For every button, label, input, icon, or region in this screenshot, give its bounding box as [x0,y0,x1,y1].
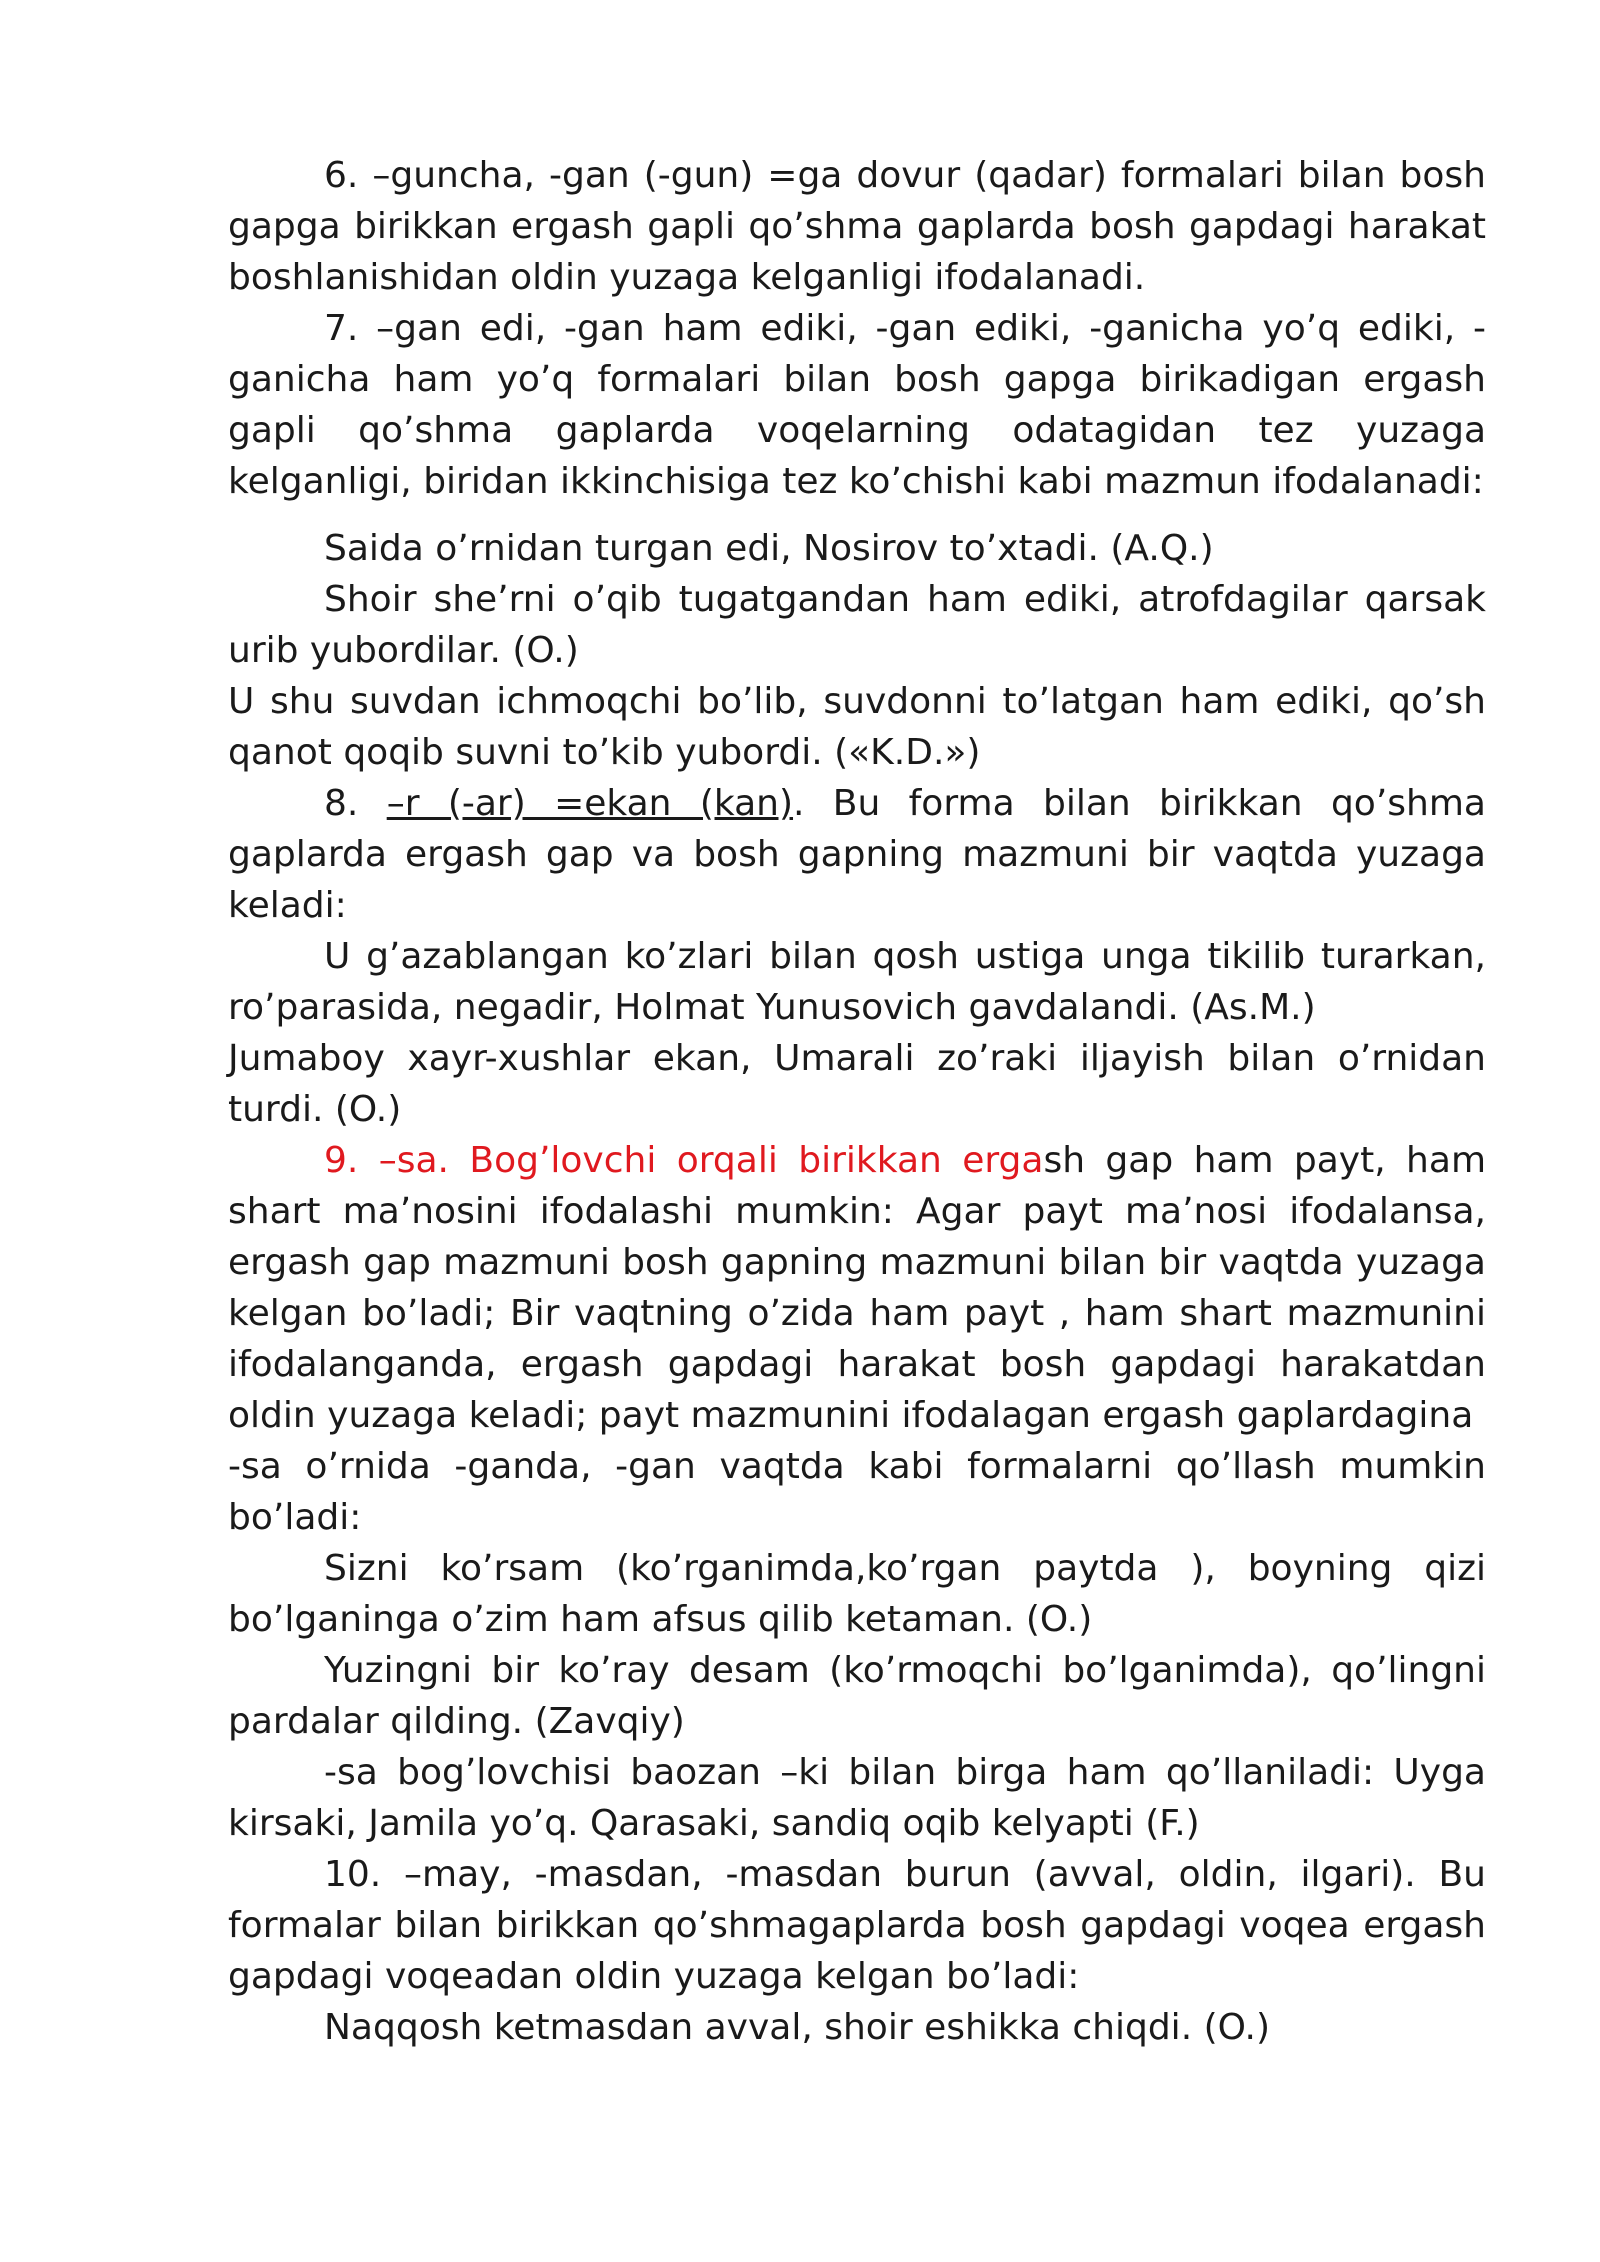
example-8b: Jumaboy xayr-xushlar ekan, Umarali zo’raki iljayish bilan o’rnidan turdi. (O.) [228,1038,1486,1130]
rule-8-form-underlined: –r (-ar) =ekan (kan) [386,783,794,824]
example-9c: -sa bog’lovchisi baozan –ki bilan birga ham qo’llaniladi: Uyga kirsaki, Jamila yo’q. Qarasaki, sandiq oqib kelyapti (F.) [228,1752,1486,1844]
paragraph-rule-7: 7. –gan edi, -gan ham ediki, -gan ediki, -ganicha yo’q ediki, -ganicha ham yo’q formalari bilan bosh gapga birikadigan ergash gapli qo’shma gaplarda voqelarning odatagidan tez yuzaga kelganligi, biridan ikkinchisiga tez ko’chishi kabi mazmun ifodalanadi: [228,308,1486,502]
example-7a: Saida o’rnidan turgan edi, Nosirov to’xtadi. (A.Q.) [324,528,1214,569]
example-10a: Naqqosh ketmasdan avval, shoir eshikka chiqdi. (O.) [324,2007,1270,2048]
paragraph-rule-9-continued: -sa o’rnida -ganda, -gan vaqtda kabi formalarni qo’llash mumkin bo’ladi: [228,1446,1486,1538]
rule-8-number: 8. [324,783,387,824]
paragraph-rule-10: 10. –may, -masdan, -masdan burun (avval, oldin, ilgari). Bu formalar bilan birikkan qo’shmagaplarda bosh gapdagi voqea ergash gapdagi voqeadan oldin yuzaga kelgan bo’ladi: [228,1854,1486,1997]
paragraph-rule-8 [228,778,1486,931]
document-page [228,150,1486,2053]
example-9a: Sizni ko’rsam (ko’rganimda,ko’rgan paytda ), boyning qizi bo’lganinga o’zim ham afsus qilib ketaman. (O.) [228,1548,1486,1640]
paragraph-rule-9 [228,1135,1486,1441]
example-9b: Yuzingni bir ko’ray desam (ko’rmoqchi bo’lganimda), qo’lingni pardalar qilding. (Zavqiy) [228,1650,1486,1742]
rule-8-text: . Bu forma bilan birikkan qo’shma gaplarda ergash gap va bosh gapning mazmuni bir vaqtda yuzaga keladi: [228,783,1486,926]
example-8a: U g’azablangan ko’zlari bilan qosh ustiga unga tikilib turarkan, ro’parasida, negadir, Holmat Yunusovich gavdalandi. (As.M.) [228,936,1486,1028]
example-7b: Shoir she’rni o’qib tugatgandan ham ediki, atrofdagilar qarsak urib yubordilar. (O.) [228,579,1486,671]
paragraph-rule-6: 6. –guncha, -gan (-gun) =ga dovur (qadar) formalari bilan bosh gapga birikkan ergash gapli qo’shma gaplarda bosh gapdagi harakat boshlanishidan oldin yuzaga kelganligi ifodalanadi. [228,155,1486,298]
rule-9-text: sh gap ham payt, ham shart ma’nosini ifodalashi mumkin: Agar payt ma’nosi ifodalansa, ergash gap mazmuni bosh gapning mazmuni bilan bir vaqtda yuzaga kelgan bo’ladi; Bir vaqtning o’zida ham payt , ham shart mazmunini ifodalanganda, ergash gapdagi harakat bosh gapdagi harakatdan oldin yuzaga keladi; payt mazmunini ifodalagan ergash gaplardagina [228,1140,1487,1436]
rule-9-highlighted-text: 9. –sa. Bog’lovchi orqali birikkan erga [324,1140,1044,1181]
example-7c: U shu suvdan ichmoqchi bo’lib, suvdonni to’latgan ham ediki, qo’sh qanot qoqib suvni to’kib yubordi. («K.D.») [228,681,1486,773]
